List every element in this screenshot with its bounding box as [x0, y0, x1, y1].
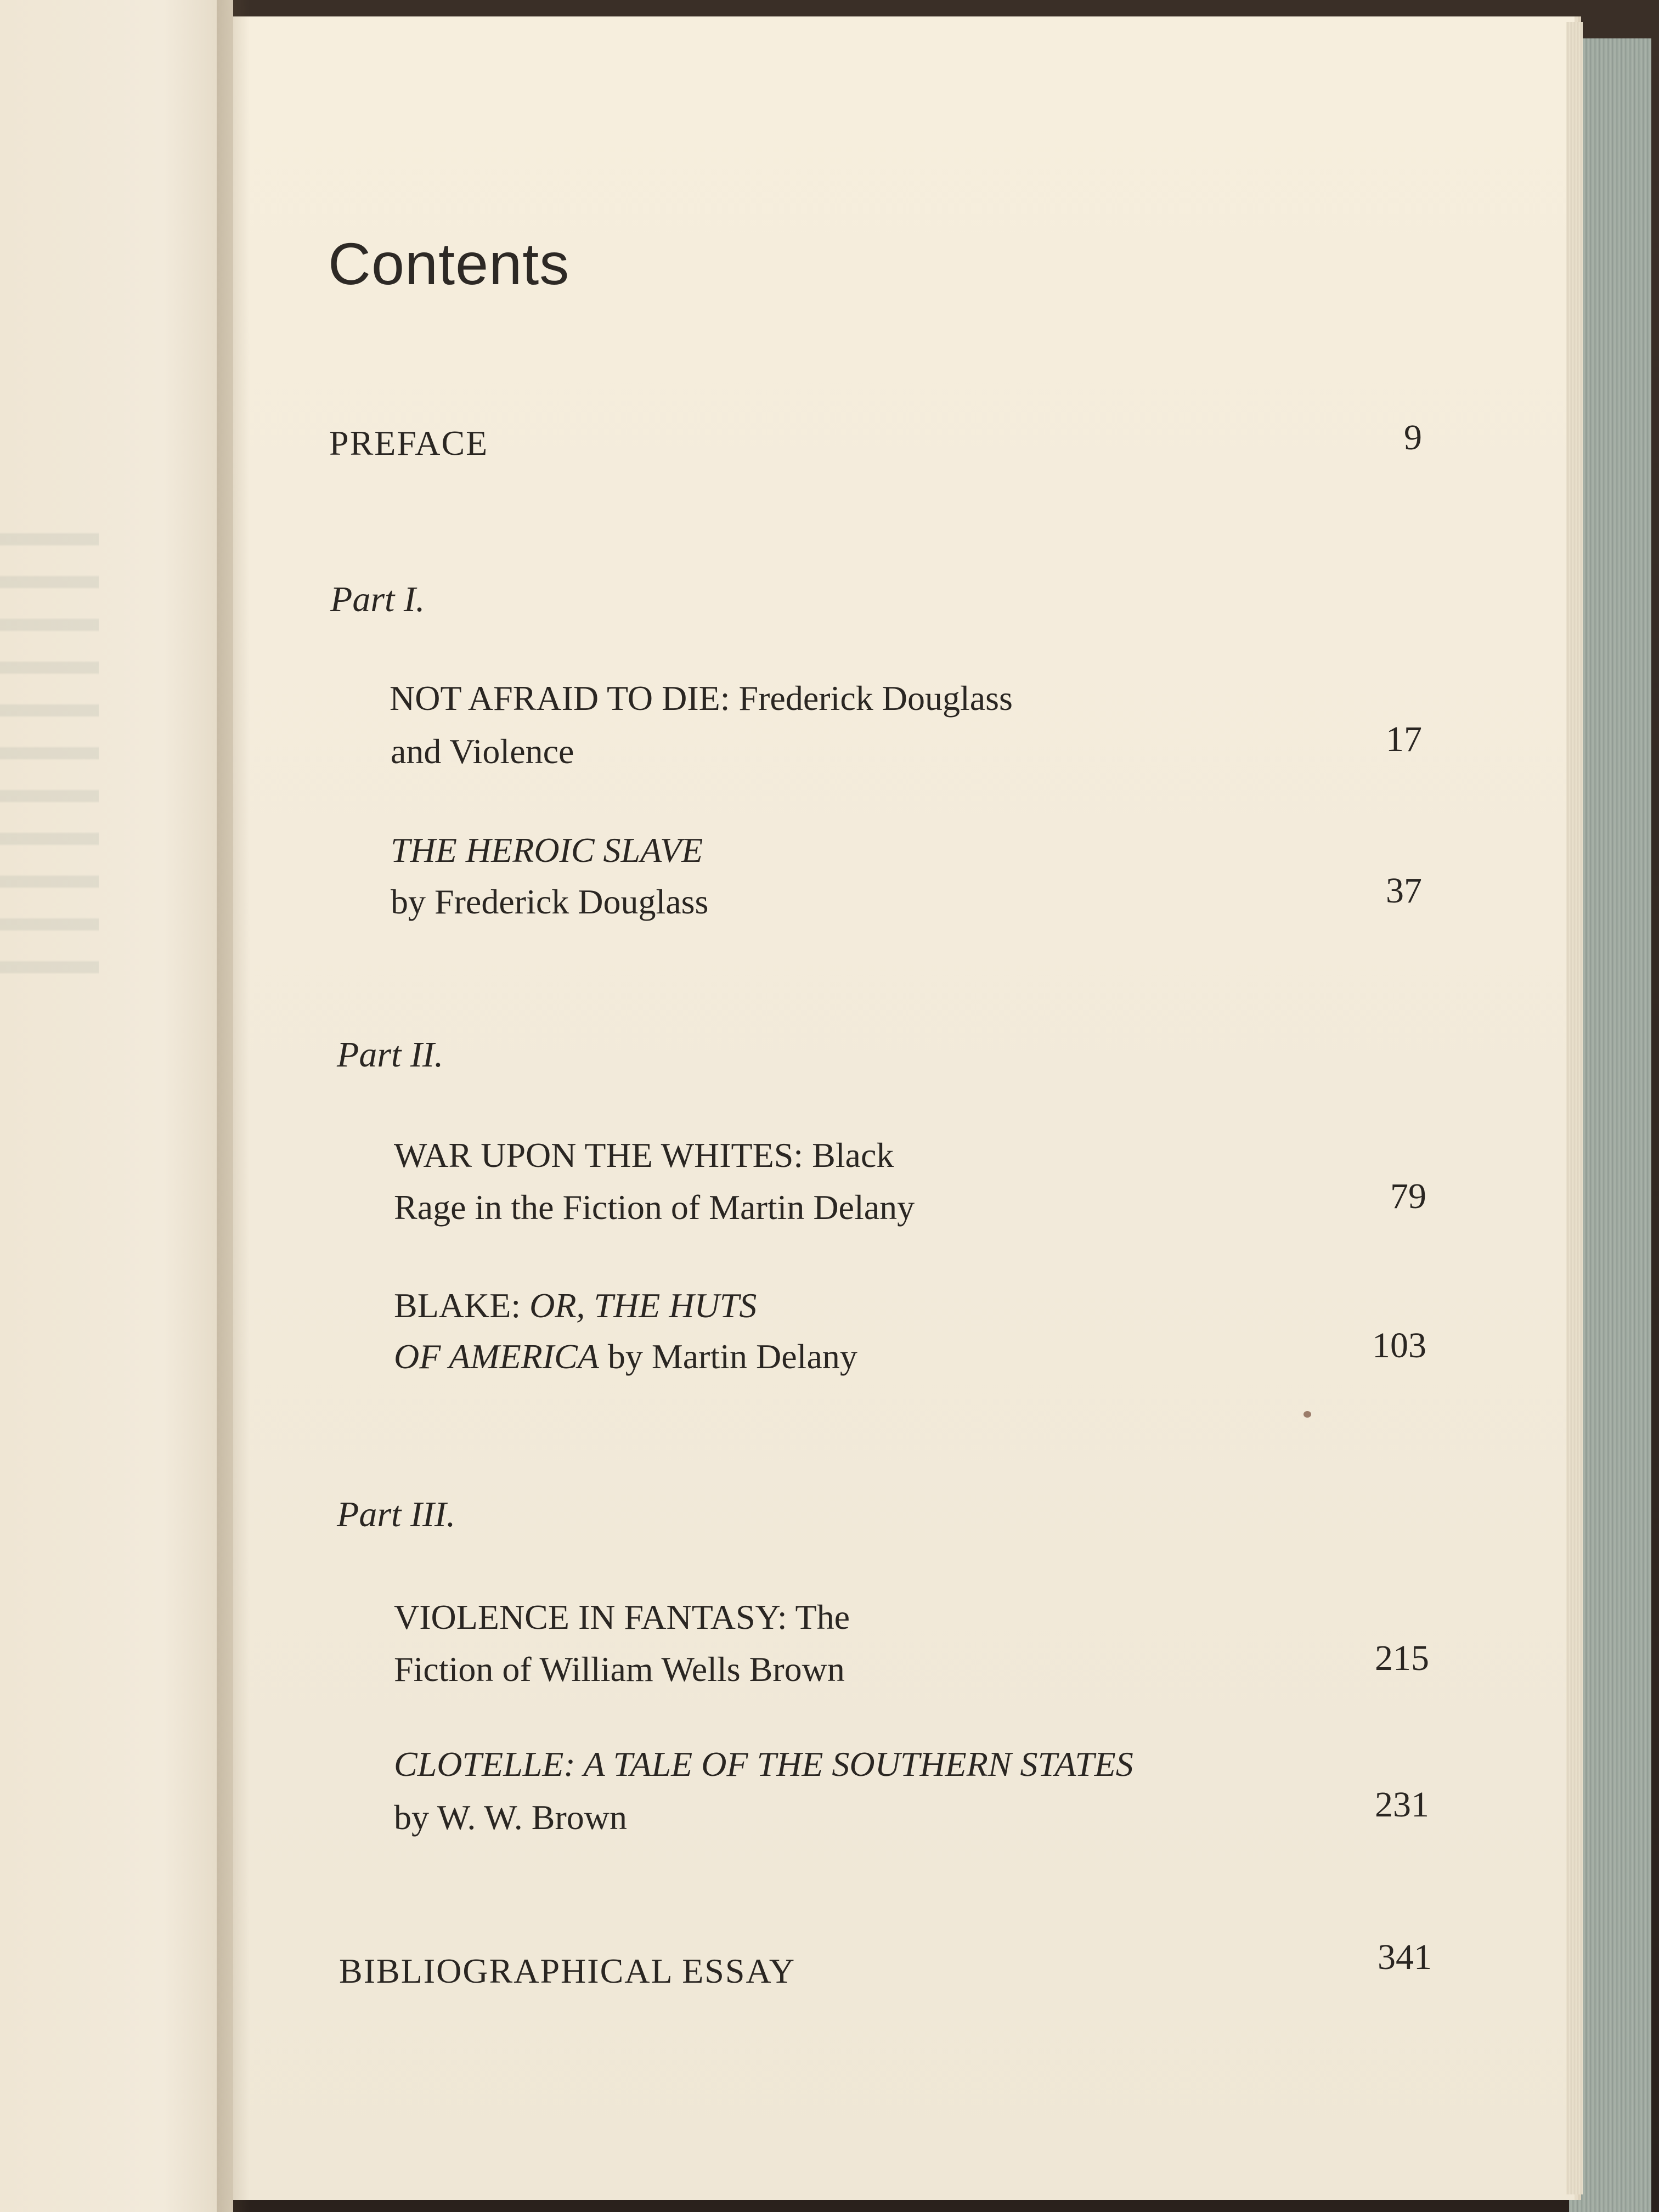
toc-entry-2-line2: by Frederick Douglass — [391, 882, 709, 921]
part-heading-2: Part II. — [337, 1035, 444, 1075]
toc-entry-4-line2-italic: OF AMERICA — [394, 1337, 599, 1376]
toc-page-preface: 9 — [1404, 417, 1422, 458]
toc-page-2: 37 — [1386, 871, 1422, 911]
toc-entry-4-line2-plain: by Martin Delany — [599, 1337, 857, 1376]
part-heading-3: Part III. — [337, 1494, 456, 1534]
toc-entry-4-line1 — [394, 1279, 757, 1332]
toc-entry-essay: BIBLIOGRAPHICAL ESSAY — [339, 1951, 796, 1990]
toc-entry-6-line2: by W. W. Brown — [394, 1798, 627, 1837]
toc-page-3: 79 — [1390, 1176, 1426, 1216]
toc-page-5: 215 — [1375, 1638, 1429, 1678]
toc-entry-6-line1: CLOTELLE: A TALE OF THE SOUTHERN STATES — [394, 1745, 1133, 1784]
toc-entry-4-line1-italic: OR, THE HUTS — [529, 1286, 757, 1325]
toc-entry-3-line2: Rage in the Fiction of Martin Delany — [394, 1188, 915, 1227]
paper-speck — [1304, 1411, 1311, 1418]
toc-entry-5-line1: VIOLENCE IN FANTASY: The — [394, 1598, 850, 1637]
toc-page-4: 103 — [1372, 1325, 1426, 1365]
toc-entry-3-line1: WAR UPON THE WHITES: Black — [394, 1136, 894, 1175]
toc-entry-1-line2: and Violence — [391, 732, 574, 771]
toc-page-1: 17 — [1386, 719, 1422, 759]
part-heading-1: Part I. — [330, 579, 425, 619]
toc-entry-4-line1-plain: BLAKE: — [394, 1286, 530, 1325]
toc-entry-1-line1: NOT AFRAID TO DIE: Frederick Douglass — [390, 679, 1013, 718]
toc-entry-preface: PREFACE — [329, 424, 489, 462]
toc-entry-4-line2 — [394, 1330, 857, 1383]
toc-page-6: 231 — [1375, 1785, 1429, 1825]
toc-page-essay: 341 — [1378, 1937, 1432, 1977]
toc-entry-2-line1: THE HEROIC SLAVE — [391, 831, 703, 870]
page-title: Contents — [328, 230, 570, 297]
toc-entry-5-line2: Fiction of William Wells Brown — [394, 1650, 845, 1689]
